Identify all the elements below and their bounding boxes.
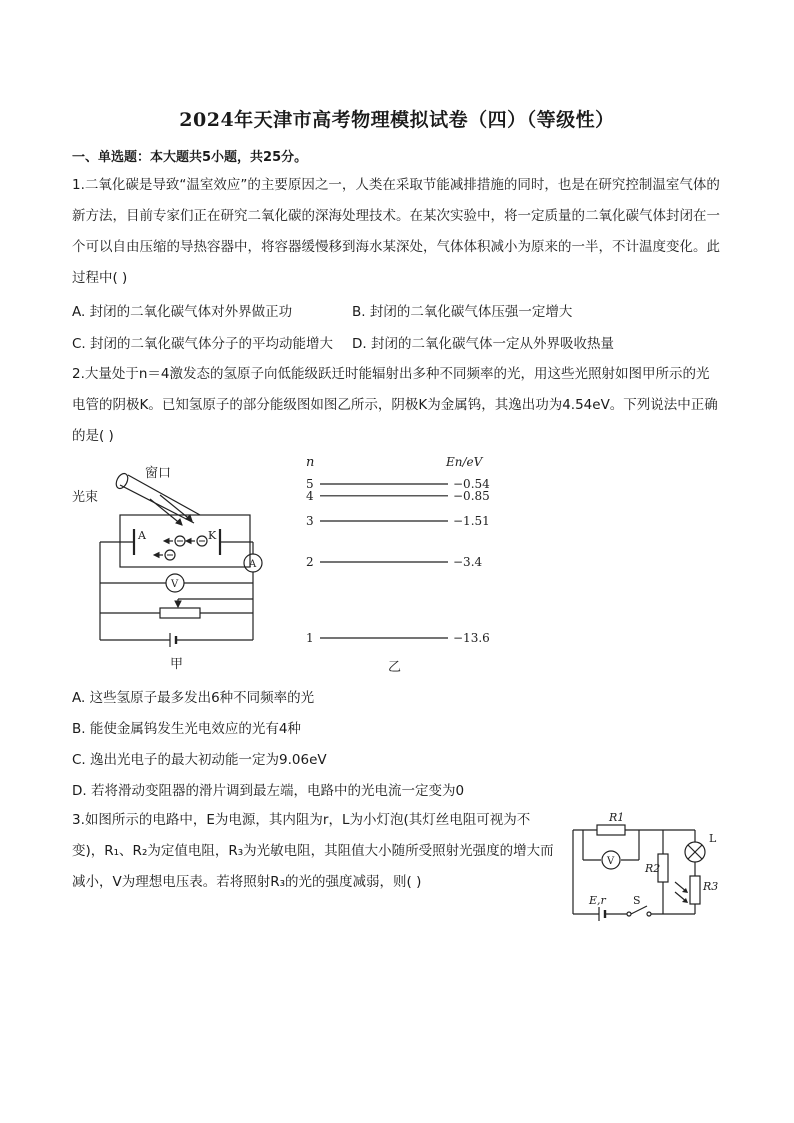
section-heading: 一、单选题：本大题共5小题，共25分。: [72, 150, 308, 165]
label-cathode: K: [208, 529, 217, 542]
energy-level-n: 4: [306, 488, 314, 503]
caption-yi: 乙: [388, 660, 402, 675]
q3-r1-label: R1: [609, 811, 625, 824]
q1-stem: 1.二氧化碳是导致“温室效应”的主要原因之一，人类在采取节能减排措施的同时，也是在研究控制温室气体的新方法，目前专家们正在研究二氧化碳的深海处理技术。在某次实验中，将一定质量的二氧化碳气体封闭在一个可以自由压缩的导热容器中，将容器缓慢移到海水某深处，气体体积减小为原来的一半，不计温度变化。此过程中( ): [72, 177, 720, 286]
energy-level-value: −3.4: [453, 555, 483, 569]
q2-option-d: D. 若将滑动变阻器的滑片调到最左端，电路中的光电流一定变为0: [72, 783, 465, 799]
q1-option-a: A. 封闭的二氧化碳气体对外界做正功: [72, 304, 293, 320]
q1-option-c: C. 封闭的二氧化碳气体分子的平均动能增大: [72, 336, 334, 352]
energy-level-n: 2: [306, 555, 314, 569]
voltmeter-label: V: [171, 579, 179, 590]
q2-option-c: C. 逸出光电子的最大初动能一定为9.06eV: [72, 752, 327, 768]
q3-source-label: E,r: [589, 894, 606, 907]
energy-level-n: 1: [306, 631, 314, 645]
figure-photocell-circuit: [70, 455, 270, 675]
q3-stem: 3.如图所示的电路中，E为电源，其内阻为r，L为小灯泡(其灯丝电阻可视为不变)，R₁、R₂为定值电阻，R₃为光敏电阻，其阻值大小随所受照射光强度的增大而减小，V为理想电压表。若将照射R₃的光的强度减弱，则( ): [72, 812, 554, 890]
q3-voltmeter-label: V: [607, 856, 615, 867]
caption-jia: 甲: [170, 657, 184, 672]
energy-level-n: 5: [306, 477, 314, 491]
level-n-header: n: [306, 455, 315, 470]
figure-q3-circuit: [565, 808, 725, 923]
energy-level-value: −1.51: [453, 514, 490, 528]
q1-option-d: D. 封闭的二氧化碳气体一定从外界吸收热量: [352, 336, 614, 352]
energy-level-value: −0.54: [453, 477, 490, 491]
q2-stem: 2.大量处于n＝4激发态的氢原子向低能级跃迁时能辐射出多种不同频率的光，用这些光照射如图甲所示的光电管的阴极K。已知氢原子的部分能级图如图乙所示，阴极K为金属钨，其逸出功为4.54eV。下列说法中正确的是( ): [72, 366, 718, 444]
label-beam: 光束: [72, 490, 99, 505]
figure-energy-levels: [300, 450, 530, 675]
q3-lamp-label: L: [709, 832, 717, 845]
energy-level-n: 3: [306, 514, 314, 528]
level-energy-header: En/eV: [446, 455, 483, 469]
energy-level-value: −13.6: [453, 631, 490, 645]
q2-option-a: A. 这些氢原子最多发出6种不同频率的光: [72, 690, 315, 706]
label-anode: A: [138, 529, 146, 542]
q3-r3-label: R3: [703, 880, 719, 893]
ammeter-label: A: [249, 559, 257, 570]
page-title: 2024年天津市高考物理模拟试卷（四）（等级性）: [179, 109, 615, 131]
q1-option-b: B. 封闭的二氧化碳气体压强一定增大: [352, 304, 573, 320]
energy-level-value: −0.85: [453, 488, 490, 503]
q2-option-b: B. 能使金属钨发生光电效应的光有4种: [72, 721, 301, 737]
q3-r2-label: R2: [645, 862, 661, 875]
label-window: 窗口: [145, 466, 172, 481]
q3-switch-label: S: [633, 894, 641, 907]
